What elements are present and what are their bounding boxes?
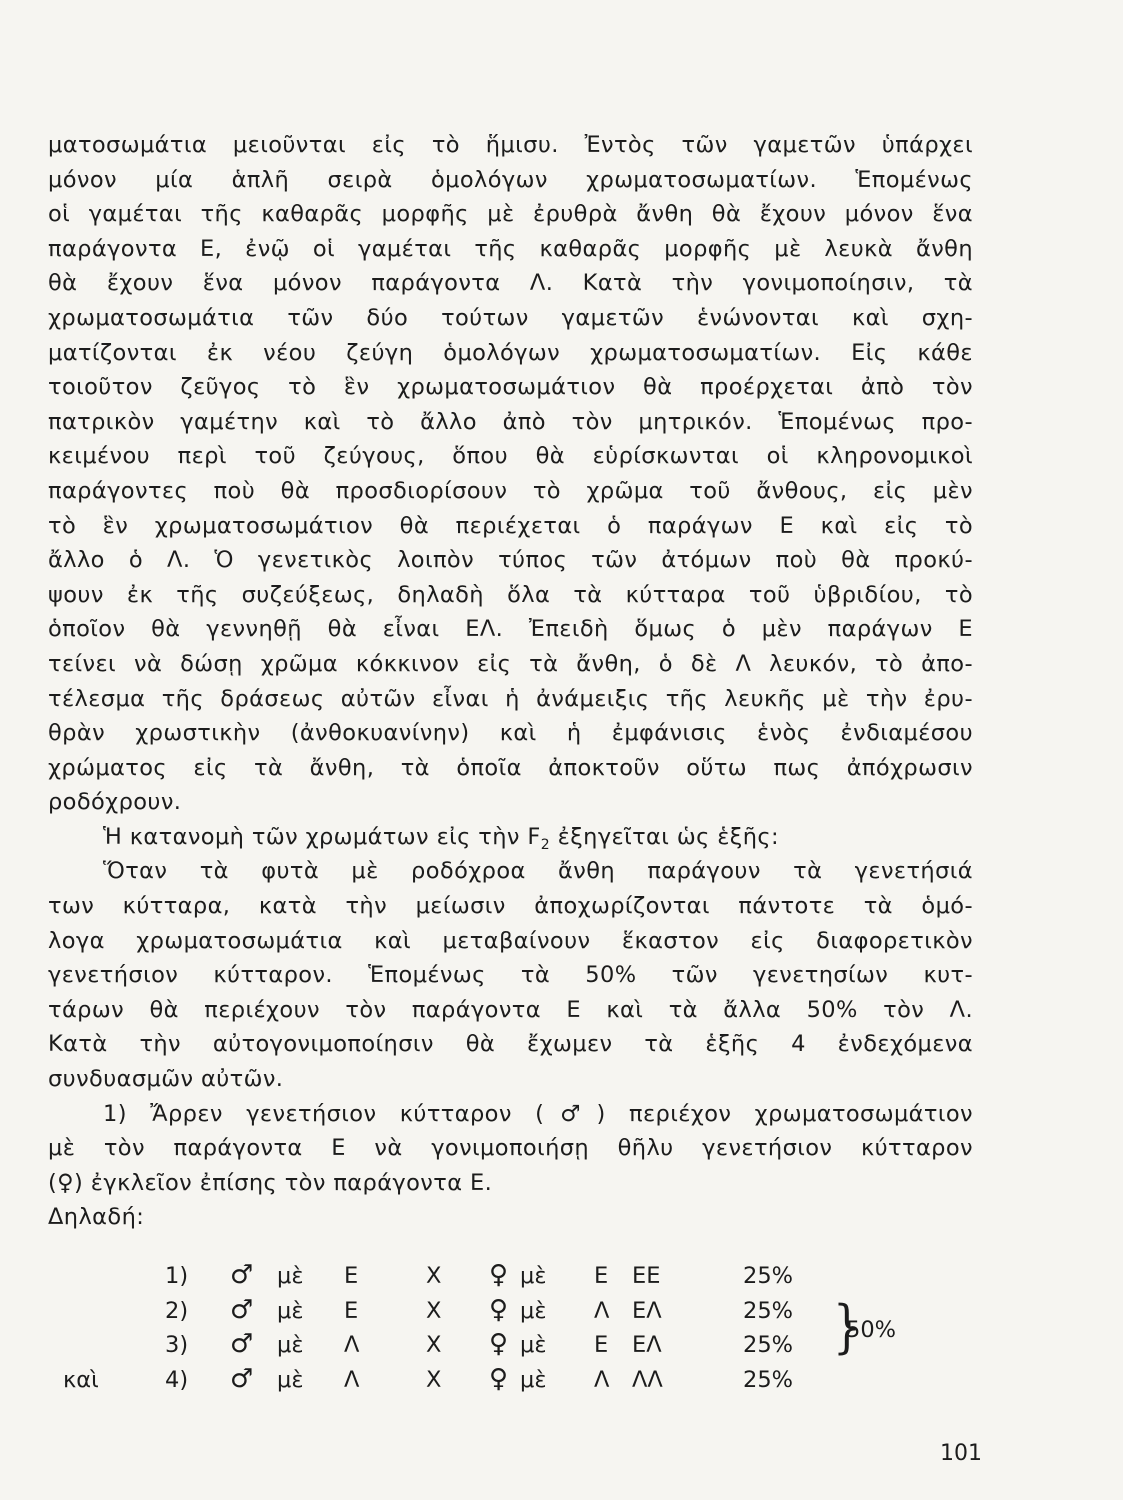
genotype: ΛΛ	[632, 1366, 663, 1393]
genotype: ΕΕ	[632, 1263, 661, 1289]
paragraph-1	[48, 128, 973, 820]
male-symbol-icon: ♂	[230, 1363, 254, 1394]
paragraph-2	[48, 820, 973, 855]
subscript: 2	[540, 836, 551, 853]
dilADI-label: Δηλαδή:	[48, 1204, 145, 1231]
text-line: ματοσωμάτια μειοῦνται εἰς τὸ ἥμισυ. Ἐντὸς τῶν γαμετῶν ὑπάρχει	[48, 132, 973, 158]
row-number: 3)	[165, 1332, 189, 1359]
cross-row	[48, 1363, 973, 1402]
paragraph-3	[48, 854, 973, 1096]
text-line: θρὰν χρωστικὴν (ἀνθοκυανίνην) καὶ ἡ ἐμφάνισις ἑνὸς ἐνδιαμέσου	[48, 720, 973, 747]
text-line: (♀) ἐγκλεῖον ἐπίσης τὸν παράγοντα Ε.	[48, 1169, 493, 1196]
text-line: τάρων θὰ περιέχουν τὸν παράγοντα Ε καὶ τὰ ἄλλα 50% τὸν Λ.	[48, 996, 973, 1023]
text-line: χρωματοσωμάτια τῶν δύο τούτων γαμετῶν ἑνώνονται καὶ σχη-	[48, 304, 973, 331]
text-line: μόνον μία ἁπλῆ σειρὰ ὁμολόγων χρωματοσωματίων. Ἑπομένως	[48, 166, 973, 193]
text-line: Κατὰ τὴν αὐτογονιμοποίησιν θὰ ἔχωμεν τὰ ἑξῆς 4 ἐνδεχόμενα	[48, 1031, 973, 1058]
text-line: τέλεσμα τῆς δράσεως αὐτῶν εἶναι ἡ ἀνάμειξις τῆς λευκῆς μὲ τὴν ἐρυ-	[48, 685, 973, 712]
male-symbol-icon: ♂	[230, 1329, 254, 1360]
right-brace-icon: }	[833, 1293, 861, 1361]
female-symbol-icon: ♀	[489, 1363, 509, 1394]
text-line: λογα χρωματοσωμάτια καὶ μεταβαίνουν ἕκαστον εἰς διαφορετικὸν	[48, 927, 973, 954]
genotype: ΕΛ	[632, 1297, 662, 1324]
with-word: μὲ	[277, 1332, 304, 1359]
with-word: μὲ	[277, 1263, 304, 1289]
with-word: μὲ	[520, 1263, 547, 1289]
with-word: μὲ	[520, 1332, 547, 1359]
text-line: των κύτταρα, κατὰ τὴν μείωσιν ἀποχωρίζονται πάντοτε τὰ ὁμό-	[48, 893, 973, 920]
text-line: γενετήσιον κύτταρον. Ἑπομένως τὰ 50% τῶν γενετησίων κυτ-	[48, 962, 973, 989]
row-number: 1)	[165, 1263, 189, 1289]
text-line: ματίζονται ἐκ νέου ζεύγη ὁμολόγων χρωματοσωματίων. Εἰς κάθε	[48, 339, 973, 366]
text-line: παράγοντες ποὺ θὰ προσδιορίσουν τὸ χρῶμα τοῦ ἄνθους, εἰς μὲν	[48, 477, 973, 504]
page-number: 101	[940, 1441, 982, 1466]
text-line: ἄλλο ὁ Λ. Ὁ γενετικὸς λοιπὸν τύπος τῶν ἀτόμων ποὺ θὰ προκύ-	[48, 547, 973, 574]
text-line: παράγοντα Ε, ἐνῷ οἱ γαμέται τῆς καθαρᾶς μορφῆς μὲ λευκὰ ἄνθη	[48, 235, 973, 262]
with-word: μὲ	[277, 1297, 304, 1324]
text-line: τοιοῦτον ζεῦγος τὸ ἓν χρωματοσωμάτιον θὰ προέρχεται ἀπὸ τὸν	[48, 374, 973, 401]
with-word: μὲ	[520, 1297, 547, 1324]
male-symbol-icon: ♂	[230, 1260, 254, 1290]
with-word: μὲ	[520, 1366, 547, 1393]
female-symbol-icon: ♀	[489, 1260, 509, 1290]
with-word: μὲ	[277, 1366, 304, 1393]
text-line: θὰ ἔχουν ἕνα μόνον παράγοντα Λ. Κατὰ τὴν γονιμοποίησιν, τὰ	[48, 270, 973, 297]
female-symbol-icon: ♀	[489, 1294, 509, 1325]
male-allele: Ε	[344, 1263, 359, 1289]
text-line: κειμένου περὶ τοῦ ζεύγους, ὅπου θὰ εὑρίσκωνται οἱ κληρονομικοὶ	[48, 443, 973, 470]
text-line: ροδόχρουν.	[48, 789, 182, 816]
text-line: τὸ ἓν χρωματοσωμάτιον θὰ περιέχεται ὁ παράγων Ε καὶ εἰς τὸ	[48, 512, 973, 539]
female-allele: Λ	[594, 1297, 610, 1324]
cross-sign: Χ	[426, 1263, 442, 1289]
male-allele: Λ	[344, 1366, 360, 1393]
male-allele: Λ	[344, 1332, 360, 1359]
text-run: ἐξηγεῖται ὡς ἑξῆς:	[550, 823, 780, 850]
female-allele: Λ	[594, 1366, 610, 1393]
text-line: πατρικὸν γαμέτην καὶ τὸ ἄλλο ἀπὸ τὸν μητρικόν. Ἑπομένως προ-	[48, 408, 973, 435]
male-allele: Ε	[344, 1297, 359, 1324]
paragraph-4	[48, 1097, 973, 1201]
text-line: μὲ τὸν παράγοντα Ε νὰ γονιμοποιήσῃ θῆλυ γενετήσιον κύτταρον	[48, 1135, 973, 1162]
body-text	[48, 128, 973, 1235]
cross-row	[48, 1260, 973, 1298]
text-line: οἱ γαμέται τῆς καθαρᾶς μορφῆς μὲ ἐρυθρὰ ἄνθη θὰ ἔχουν μόνον ἕνα	[48, 201, 973, 228]
text-line: Ὅταν τὰ φυτὰ μὲ ροδόχροα ἄνθη παράγουν τὰ γενετήσιά	[103, 858, 973, 885]
cross-sign: Χ	[426, 1366, 442, 1393]
cross-sign: Χ	[426, 1297, 442, 1324]
female-allele: Ε	[594, 1263, 609, 1289]
percent: 25%	[743, 1332, 794, 1359]
female-symbol-icon: ♀	[489, 1329, 509, 1360]
genotype: ΕΛ	[632, 1332, 662, 1359]
cross-sign: Χ	[426, 1332, 442, 1359]
female-allele: Ε	[594, 1332, 609, 1359]
row-prefix: καὶ	[63, 1366, 99, 1393]
percent: 25%	[743, 1366, 794, 1393]
row-number: 4)	[165, 1366, 189, 1393]
male-symbol-icon: ♂	[230, 1294, 254, 1325]
text-line: ὁποῖον θὰ γεννηθῇ θὰ εἶναι ΕΛ. Ἐπειδὴ ὅμως ὁ μὲν παράγων Ε	[48, 616, 973, 643]
text-line: χρώματος εἰς τὰ ἄνθη, τὰ ὁποῖα ἀποκτοῦν οὕτω πως ἀπόχρωσιν	[48, 754, 973, 781]
text-line: συνδυασμῶν αὐτῶν.	[48, 1066, 284, 1093]
row-number: 2)	[165, 1297, 189, 1324]
percent: 25%	[743, 1263, 794, 1289]
percent: 25%	[743, 1297, 794, 1324]
text-line: τείνει νὰ δώσῃ χρῶμα κόκκινον εἰς τὰ ἄνθη, ὁ δὲ Λ λευκόν, τὸ ἀπο-	[48, 650, 973, 677]
text-run: Ἡ κατανομὴ τῶν χρωμάτων εἰς τὴν F	[103, 823, 541, 850]
text-line: ψουν ἐκ τῆς συζεύξεως, δηλαδὴ ὅλα τὰ κύτταρα τοῦ ὑβριδίου, τὸ	[48, 581, 973, 608]
brace-label: 50%	[846, 1317, 897, 1343]
text-line: 1) Ἄρρεν γενετήσιον κύτταρον (♂) περιέχον χρωματοσωμάτιον	[103, 1100, 973, 1127]
